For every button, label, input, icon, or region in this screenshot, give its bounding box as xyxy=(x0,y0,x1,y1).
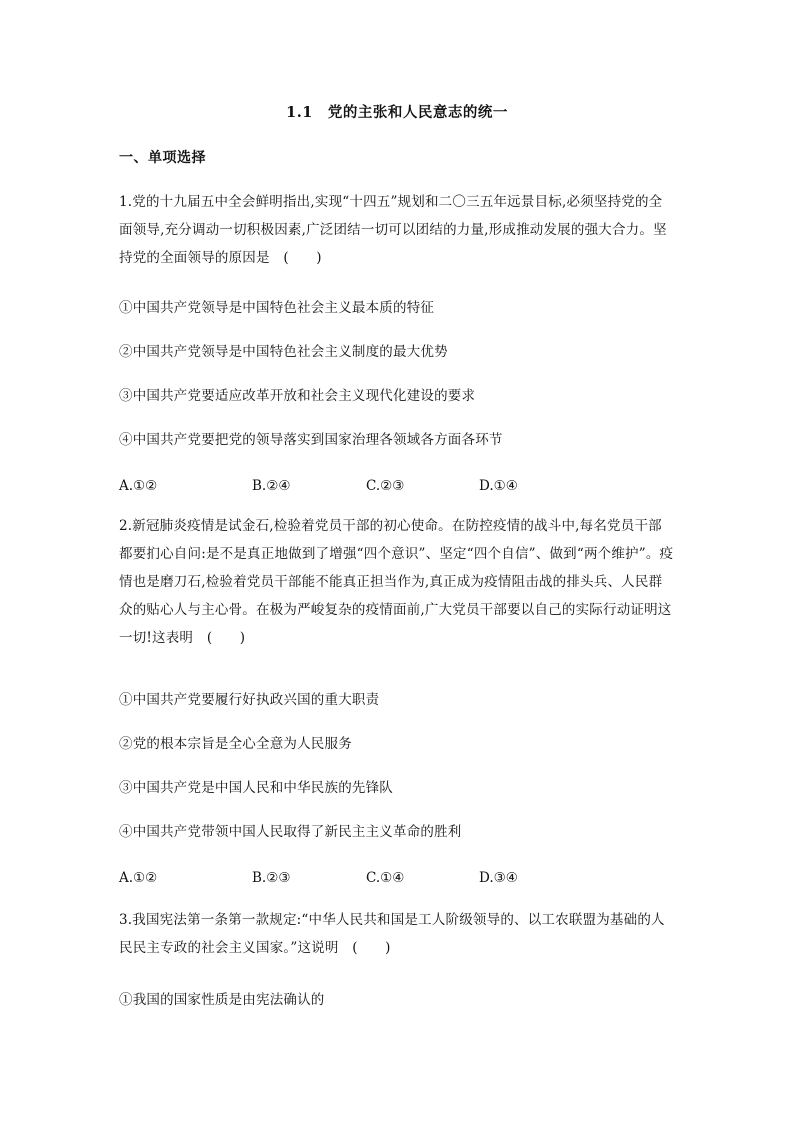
question-1-item-3: ③中国共产党要适应改革开放和社会主义现代化建设的要求 xyxy=(119,388,476,404)
question-1-stem: 1.党的十九届五中全会鲜明指出,实现“十四五”规划和二〇三五年远景目标,必须坚持党的全面领导,充分调动一切积极因素,广泛团结一切可以团结的力量,形成推动发展的强大合力。坚持党的全面领导的原因是 ( ) xyxy=(119,194,667,266)
question-3-stem: 3.我国宪法第一条第一款规定:“中华人民共和国是工人阶级领导的、以工农联盟为基础的人民民主专政的社会主义国家。”这说明 ( ) xyxy=(119,912,665,956)
question-2-item-1: ①中国共产党要履行好执政兴国的重大职责 xyxy=(119,692,380,708)
question-1-item-2: ②中国共产党领导是中国特色社会主义制度的最大优势 xyxy=(119,344,448,360)
section-heading: 一、单项选择 xyxy=(119,150,206,166)
question-1-option-d[interactable]: D.①④ xyxy=(479,478,518,494)
question-2-item-2: ②党的根本宗旨是全心全意为人民服务 xyxy=(119,736,352,752)
question-2-option-d[interactable]: D.③④ xyxy=(479,870,518,886)
question-3-item-1: ①我国的国家性质是由宪法确认的 xyxy=(119,992,325,1008)
question-2-option-b[interactable]: B.②③ xyxy=(252,870,291,886)
question-1-option-b[interactable]: B.②④ xyxy=(252,478,291,494)
question-2-stem: 2.新冠肺炎疫情是试金石,检验着党员干部的初心使命。在防控疫情的战斗中,每名党员干部都要扪心自问:是不是真正地做到了增强“四个意识”、坚定“四个自信”、做到“两个维护”。疫情也是磨刀石,检验着党员干部能不能真正担当作为,真正成为疫情阻击战的排头兵、人民群众的贴心人与主心骨。在极为严峻复杂的疫情面前,广大党员干部要以自己的实际行动证明这一切!这表明 ( ) xyxy=(119,518,674,646)
question-2-option-c[interactable]: C.①④ xyxy=(366,870,405,886)
question-2-item-3: ③中国共产党是中国人民和中华民族的先锋队 xyxy=(119,780,393,796)
question-1-option-c[interactable]: C.②③ xyxy=(366,478,405,494)
question-1-option-a[interactable]: A.①② xyxy=(119,478,158,494)
question-2-item-4: ④中国共产党带领中国人民取得了新民主主义革命的胜利 xyxy=(119,824,462,840)
question-1-item-4: ④中国共产党要把党的领导落实到国家治理各领域各方面各环节 xyxy=(119,432,503,448)
question-1-item-1: ①中国共产党领导是中国特色社会主义最本质的特征 xyxy=(119,300,435,316)
page-title: 1.1 党的主张和人民意志的统一 xyxy=(286,104,508,121)
question-2-option-a[interactable]: A.①② xyxy=(119,870,158,886)
